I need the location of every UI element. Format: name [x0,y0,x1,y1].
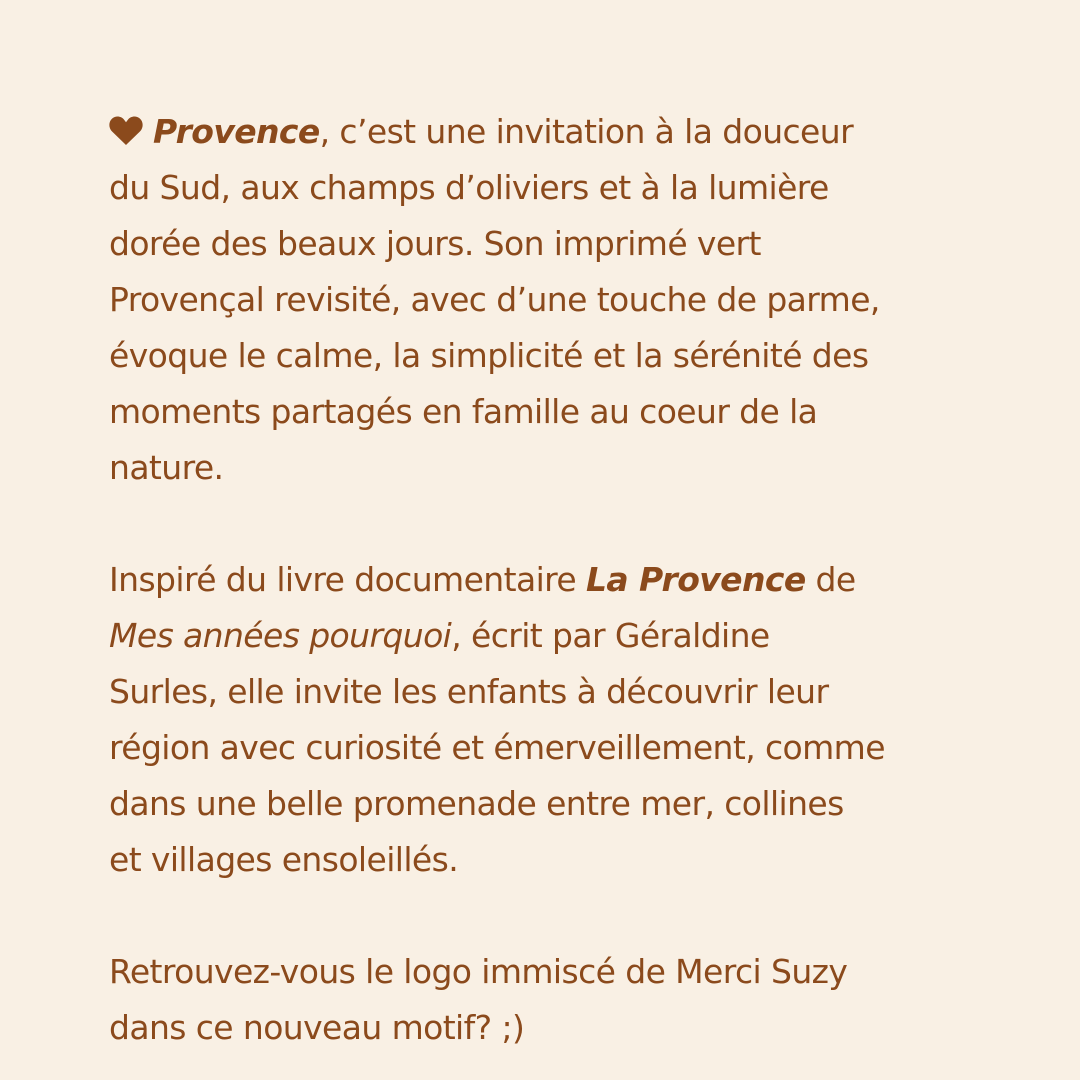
brand-name-provence: Provence [153,112,320,151]
book-title: La Provence [585,560,806,599]
text-line: région avec curiosité et émerveillement, comme [109,728,885,767]
text-line: nature. [109,448,224,487]
description-text-block [109,104,989,1056]
text-segment: Inspiré du livre documentaire [109,560,586,599]
series-title: Mes années pourquoi [109,616,452,655]
text-segment: , écrit par Géraldine [451,616,770,655]
text-line: Surles, elle invite les enfants à découvrir leur [109,672,829,711]
paragraph-book-inspiration [109,552,989,888]
paragraph-logo-question [109,944,989,1056]
text-line [109,104,989,160]
text-line: dorée des beaux jours. Son imprimé vert [109,224,761,263]
text-line [109,552,989,608]
heart-icon [109,104,143,160]
text-line: moments partagés en famille au coeur de la [109,392,818,431]
text-line: évoque le calme, la simplicité et la sérénité des [109,336,869,375]
paragraph-provence-intro [109,104,989,496]
text-line [109,608,989,664]
text-line: Provençal revisité, avec d’une touche de parme, [109,280,880,319]
text-segment: de [805,560,856,599]
text-segment: , c’est une invitation à la douceur [319,112,854,151]
text-line: dans ce nouveau motif? ;) [109,1008,525,1047]
text-line: dans une belle promenade entre mer, collines [109,784,844,823]
text-line: du Sud, aux champs d’oliviers et à la lumière [109,168,829,207]
text-line: Retrouvez-vous le logo immiscé de Merci Suzy [109,952,848,991]
text-line: et villages ensoleillés. [109,840,459,879]
